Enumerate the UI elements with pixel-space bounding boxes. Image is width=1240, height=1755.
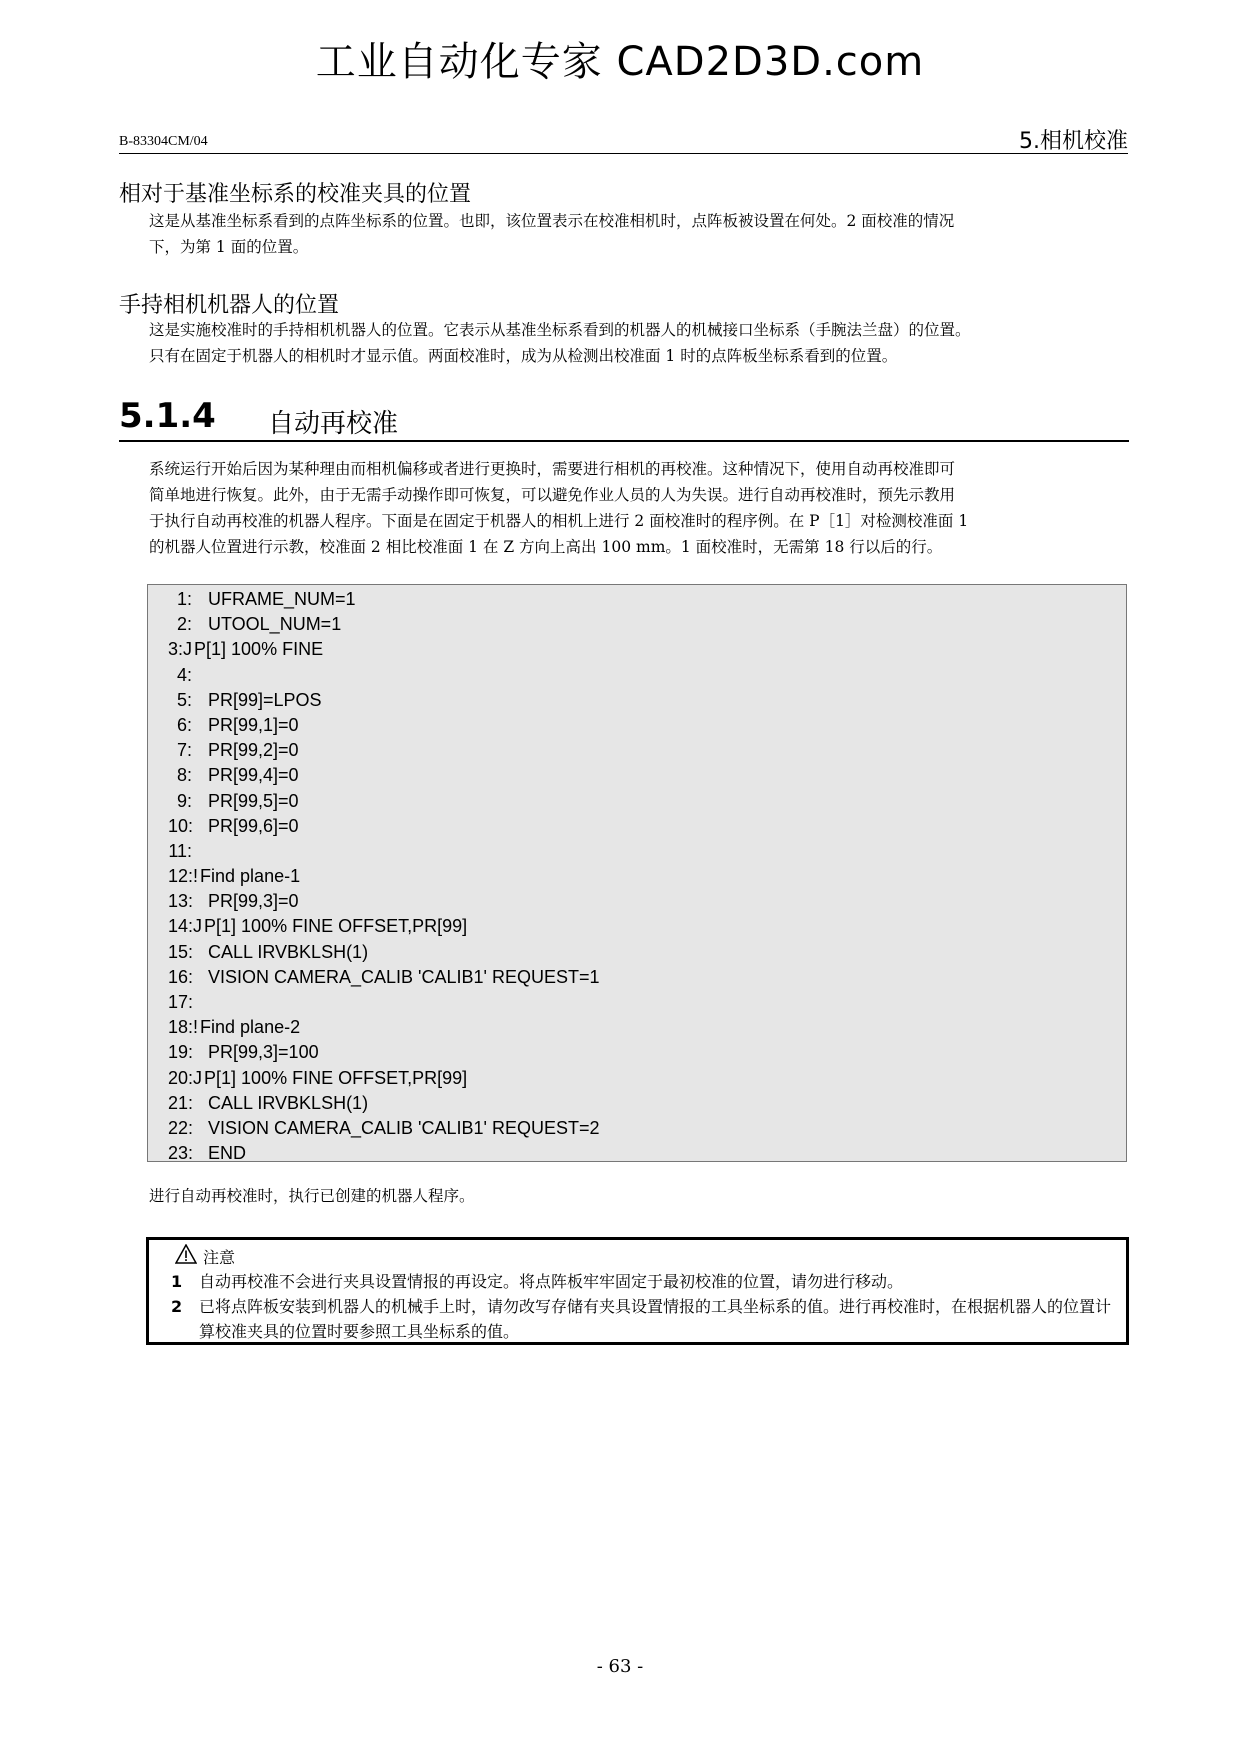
section-title-robot-position: 手持相机机器人的位置 [119, 293, 340, 318]
code-line-number: 2: [176, 614, 192, 635]
code-line-number: 6: [176, 714, 192, 735]
paragraph-line: 只有在固定于机器人的相机时才显示值。两面校准时，成为从检测出校准面 1 时的点阵板坐标系看到的位置。 [149, 347, 898, 365]
code-line-text: PR[99,6]=0 [208, 815, 299, 836]
code-line [168, 965, 600, 990]
code-line-number: 5: [176, 689, 192, 710]
code-line-number: 13: [168, 891, 194, 912]
code-line-number: 23: [168, 1143, 194, 1164]
code-line [168, 814, 600, 839]
paragraph-line: 这是实施校准时的手持相机机器人的位置。它表示从基准坐标系看到的机器人的机械接口坐标系（手腕法兰盘）的位置。 [149, 321, 971, 339]
code-line-text: CALL IRVBKLSH(1) [208, 941, 369, 962]
code-line [168, 763, 600, 788]
section-divider [119, 440, 1129, 442]
caution-item-number: 1 [171, 1272, 183, 1291]
caution-title: 注意 [203, 1247, 236, 1267]
code-line-text: PR[99,2]=0 [208, 740, 299, 761]
paragraph-line: 简单地进行恢复。此外，由于无需手动操作即可恢复，可以避免作业人员的人为失误。进行自动再校准时，预先示教用 [149, 486, 956, 504]
code-line-text: UTOOL_NUM=1 [208, 614, 342, 635]
code-line-text: CALL IRVBKLSH(1) [208, 1092, 369, 1113]
code-line-text: P[1] 100% FINE [194, 639, 324, 660]
header-divider [119, 153, 1128, 154]
code-line [168, 940, 600, 965]
section-body-robot-position [149, 317, 1129, 369]
code-line-text: P[1] 100% FINE OFFSET,PR[99] [204, 916, 468, 937]
program-lines [168, 587, 600, 1166]
code-line-number: 22: [168, 1117, 194, 1138]
code-line-number: 10: [168, 815, 194, 836]
code-line-number: 1: [176, 589, 192, 609]
code-line [168, 688, 600, 713]
code-line [168, 663, 600, 688]
code-line-number: 8: [176, 765, 192, 786]
code-line-number: 17: [168, 992, 194, 1012]
code-line [168, 713, 600, 738]
code-line [168, 789, 600, 814]
code-line [168, 1066, 600, 1091]
page-number: - 63 - [596, 1656, 644, 1677]
code-line [168, 612, 600, 637]
code-line-text: Find plane-2 [200, 1017, 301, 1038]
code-line [168, 1091, 600, 1116]
code-line-number: 15: [168, 941, 194, 962]
code-line-text: Find plane-1 [200, 866, 301, 887]
code-line [168, 889, 600, 914]
code-line-text: VISION CAMERA_CALIB 'CALIB1' REQUEST=2 [208, 1117, 600, 1138]
code-line-number: 14:J [168, 916, 203, 937]
code-line-text: END [208, 1143, 247, 1164]
paragraph-line: 这是从基准坐标系看到的点阵坐标系的位置。也即，该位置表示在校准相机时，点阵板被设置在何处。2 面校准的情况 [149, 212, 955, 230]
caution-header [175, 1244, 235, 1268]
caution-item-text: 自动再校准不会进行夹具设置情报的再设定。将点阵板牢牢固定于最初校准的位置，请勿进行移动。 [199, 1272, 904, 1291]
code-line-text: PR[99,3]=0 [208, 891, 299, 912]
code-line [168, 1015, 600, 1040]
warning-triangle-icon [175, 1244, 197, 1268]
paragraph-line: 于执行自动再校准的机器人程序。下面是在固定于机器人的相机上进行 2 面校准时的程序例。在 P［1］对检测校准面 1 [149, 512, 969, 530]
code-line-text: PR[99,1]=0 [208, 714, 299, 735]
section-title-fixture-position: 相对于基准坐标系的校准夹具的位置 [119, 182, 472, 207]
code-line-text: PR[99]=LPOS [208, 689, 322, 710]
code-line [168, 637, 600, 662]
code-line [168, 587, 600, 612]
code-line-text: PR[99,3]=100 [208, 1042, 319, 1063]
code-line-text: VISION CAMERA_CALIB 'CALIB1' REQUEST=1 [208, 966, 600, 987]
code-line-number: 20:J [168, 1067, 203, 1088]
code-line-number: 21: [168, 1092, 194, 1113]
paragraph-line: 下，为第 1 面的位置。 [149, 238, 309, 256]
code-line-text: P[1] 100% FINE OFFSET,PR[99] [204, 1067, 468, 1088]
code-line-number: 12:! [168, 866, 199, 887]
code-line-number: 7: [176, 740, 192, 761]
caution-item-number: 2 [171, 1297, 183, 1316]
code-line [168, 914, 600, 939]
code-line-text: PR[99,4]=0 [208, 765, 299, 786]
code-line [168, 1141, 600, 1166]
site-banner: 工业自动化专家 CAD2D3D.com [315, 39, 925, 85]
section-number: 5.1.4 [119, 396, 216, 436]
code-line-number: 3:J [168, 639, 193, 660]
code-line [168, 864, 600, 889]
chapter-title: 5.相机校准 [1019, 129, 1128, 154]
code-line-number: 11: [168, 840, 192, 861]
code-line [168, 990, 600, 1015]
document-code: B-83304CM/04 [119, 134, 208, 149]
code-line-text: PR[99,5]=0 [208, 790, 299, 811]
code-line [168, 738, 600, 763]
caution-item-text: 已将点阵板安装到机器人的机械手上时，请勿改写存储有夹具设置情报的工具坐标系的值。进行再校准时，在根据机器人的位置计算校准夹具的位置时要参照工具坐标系的值。 [199, 1297, 1112, 1341]
after-code-text: 进行自动再校准时，执行已创建的机器人程序。 [149, 1187, 475, 1205]
section-body-auto-recalibration [149, 456, 1129, 560]
code-line [168, 1040, 600, 1065]
paragraph-line: 的机器人位置进行示教，校准面 2 相比校准面 1 在 Z 方向上高出 100 mm。1 面校准时，无需第 18 行以后的行。 [149, 538, 943, 556]
code-line-number: 16: [168, 966, 194, 987]
paragraph-line: 系统运行开始后因为某种理由而相机偏移或者进行更换时，需要进行相机的再校准。这种情况下，使用自动再校准即可 [149, 460, 956, 478]
caution-item [171, 1269, 1111, 1294]
code-line [168, 1116, 600, 1141]
caution-item [171, 1294, 1111, 1344]
caution-box [146, 1237, 1129, 1345]
code-line-number: 9: [176, 790, 192, 811]
code-line-number: 19: [168, 1042, 194, 1063]
code-line [168, 839, 600, 864]
code-line-text: UFRAME_NUM=1 [208, 589, 356, 609]
section-heading: 自动再校准 [268, 409, 399, 439]
program-listing [147, 584, 1127, 1162]
code-line-number: 4: [176, 664, 192, 685]
code-line-number: 18:! [168, 1017, 199, 1038]
section-body-fixture-position [149, 208, 1129, 260]
